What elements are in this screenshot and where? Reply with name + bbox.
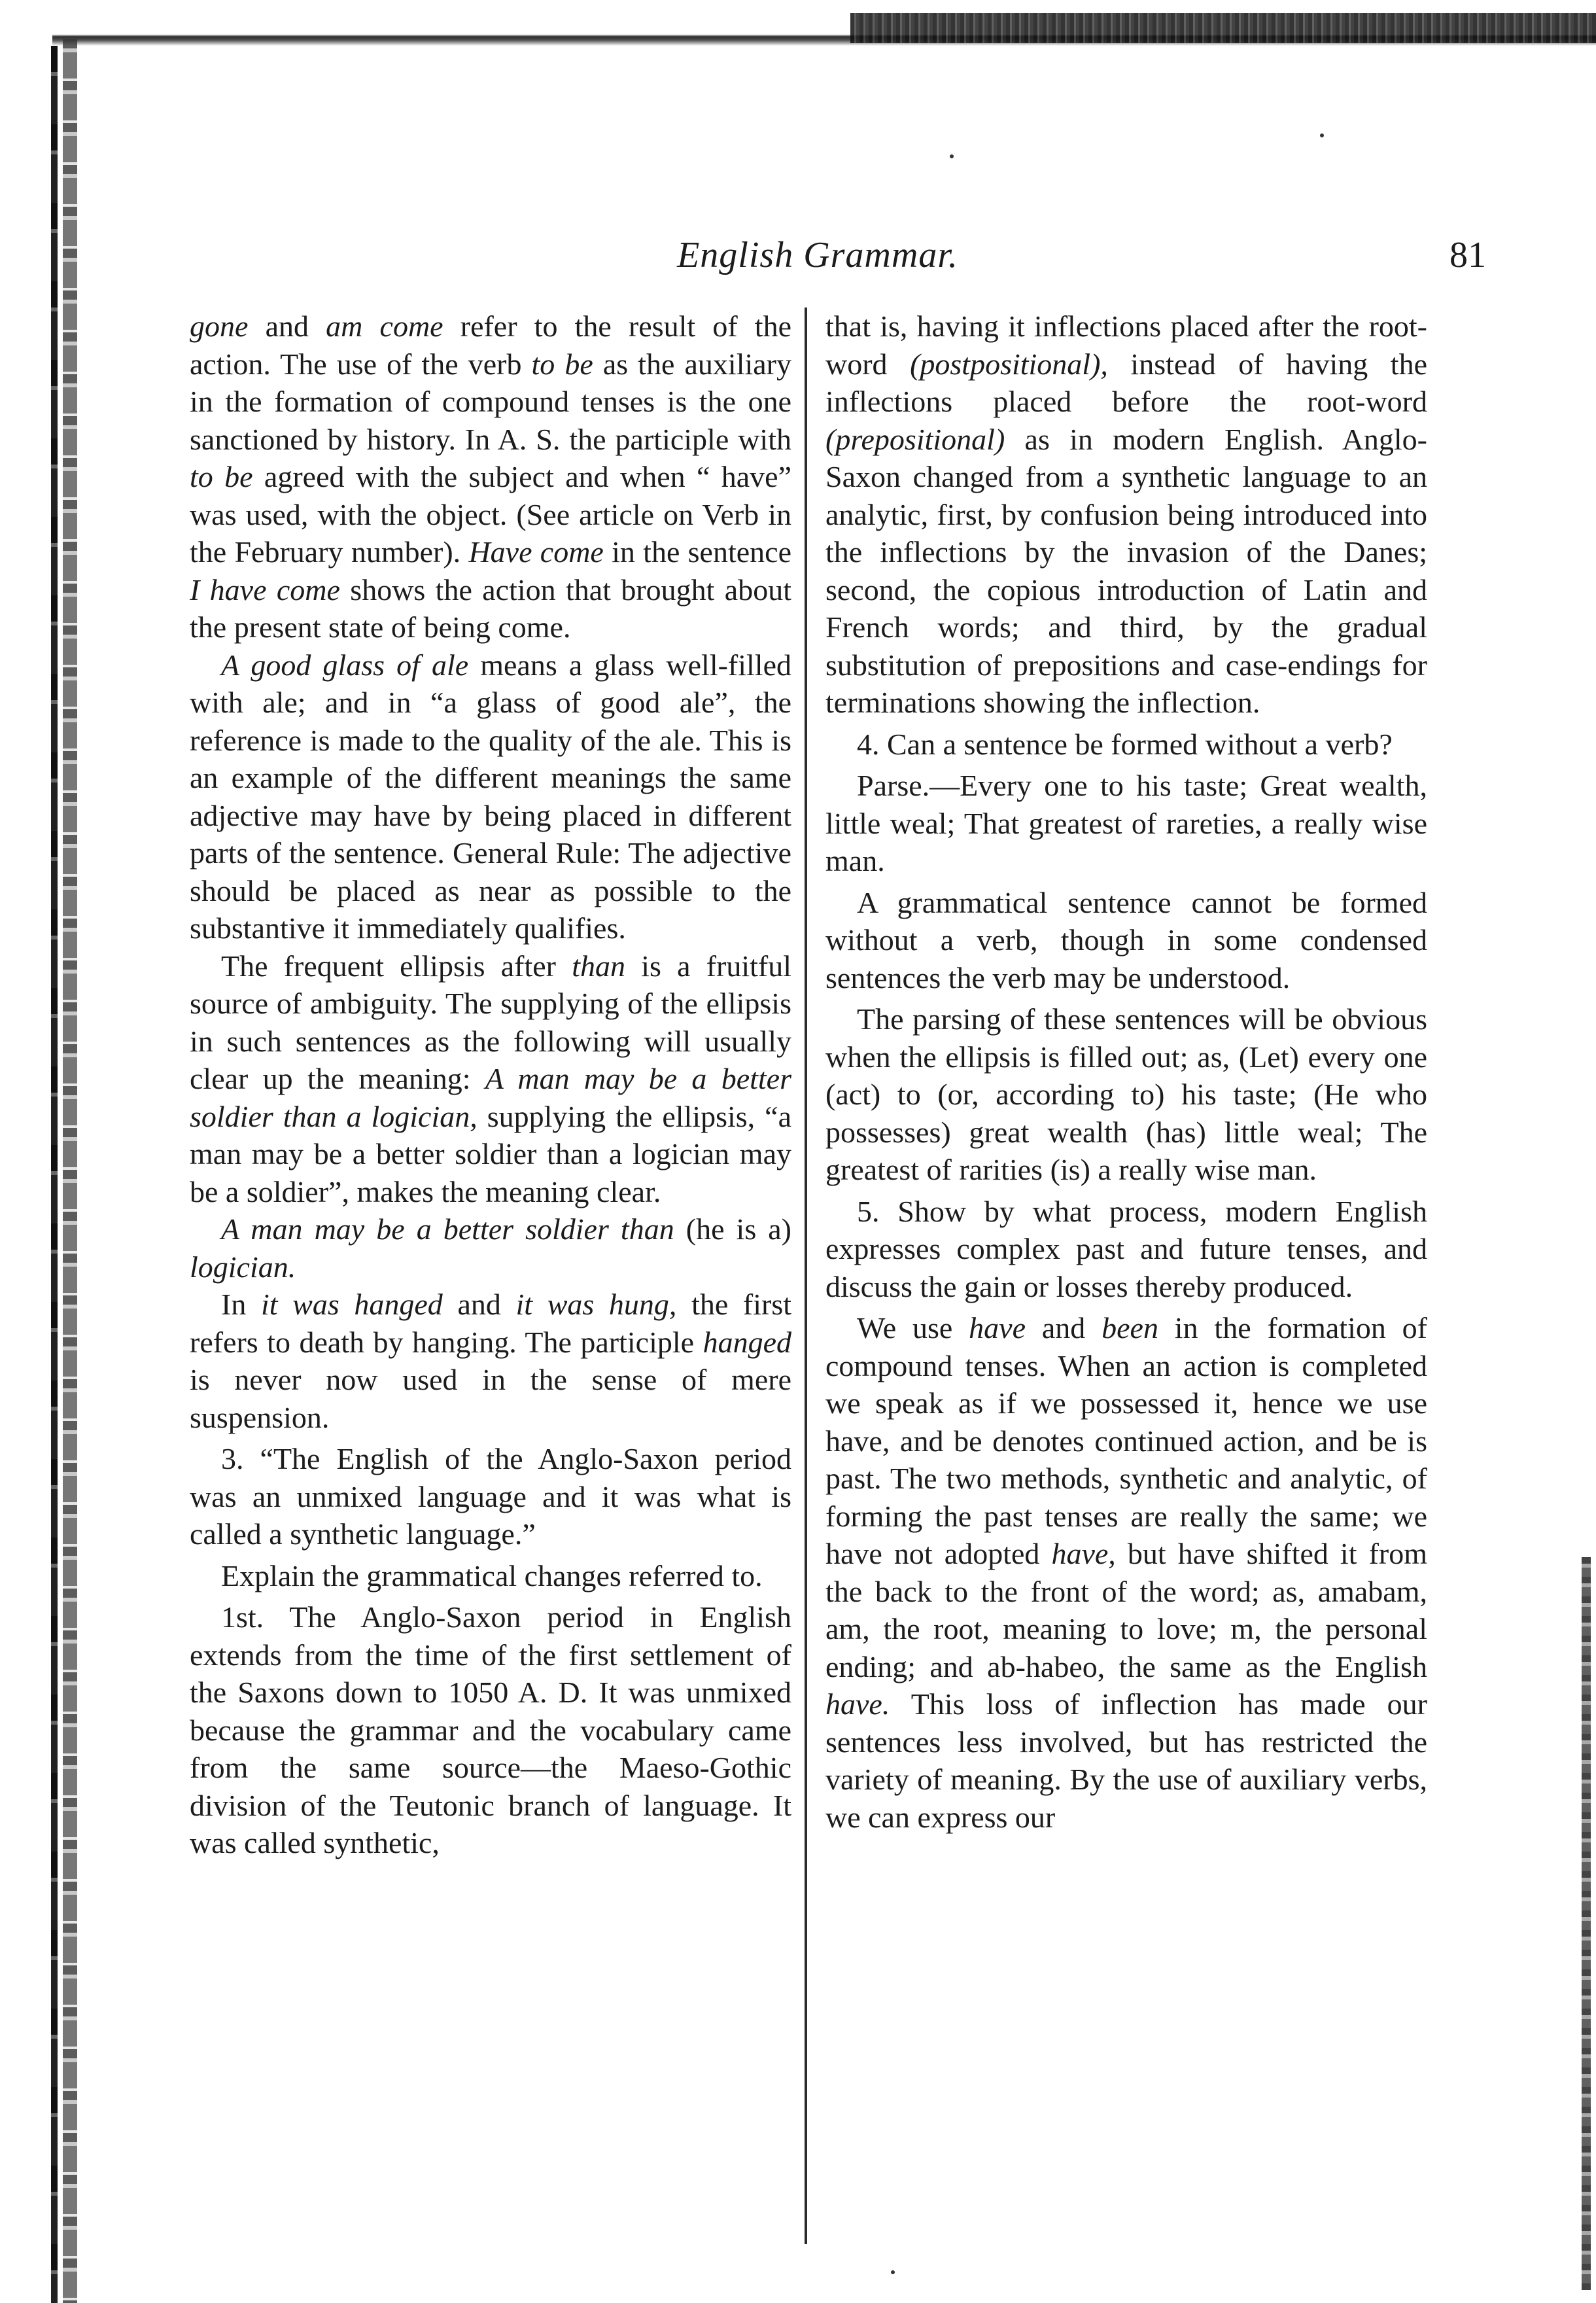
text-run: refer to the result of the action. The use of the verb bbox=[190, 309, 792, 381]
scan-left-binding bbox=[63, 39, 77, 2303]
paragraph: A grammatical sentence cannot be formed without a verb, though in some condensed sentences the verb may be understood. bbox=[825, 885, 1427, 994]
question-4: 4. Can a sentence be formed without a verb? bbox=[857, 727, 1393, 761]
text-run: agreed with the subject and when “ have” was used, with the object. (See article on Verb in the February number). bbox=[190, 460, 791, 569]
paragraph bbox=[190, 947, 791, 1211]
text-run: but have shifted it from the back to the front of the word; as, amabam, am, the root, meaning to love; m, the personal ending; and ab-habeo, the same as the English bbox=[825, 1537, 1427, 1683]
paragraph: 1st. The Anglo-Saxon period in English extends from the time of the first settlement of the Saxons down to 1050 A. D. It was unmixed because the grammar and the vocabulary came from the same source—the Maeso-Gothic division of the Teutonic branch of language. It was called synthetic, bbox=[190, 1600, 791, 1859]
text-run: the first refers to death by hanging. The participle bbox=[190, 1288, 792, 1359]
text-run: is a fruitful source of ambiguity. The supplying of the ellipsis in such sentences as the following will usually clear up the meaning: bbox=[190, 949, 792, 1095]
text-run: is never now used in the sense of mere suspension. bbox=[190, 1363, 791, 1434]
italic-term: have. bbox=[825, 1687, 890, 1721]
text-run: (he is a) bbox=[674, 1212, 792, 1246]
italic-term: to be bbox=[531, 347, 593, 381]
italic-term: than bbox=[572, 949, 625, 983]
scan-top-noise bbox=[850, 13, 1596, 43]
italic-term: A man may be a better soldier than a logician, bbox=[190, 1062, 791, 1133]
italic-term: A man may be a better soldier than bbox=[221, 1212, 674, 1246]
text-run: in the sentence bbox=[603, 535, 791, 569]
text-run: as in modern English. Anglo-Saxon changed from a synthetic language to an analytic, first, by confusion being introduced into the inflections by the invasion of the Danes; second, the copious introduction of Latin and French words; and third, by the gradual substitution of prepositions and case-endings for terminations showing the inflection. bbox=[825, 422, 1427, 719]
italic-term: (postpositional), bbox=[910, 347, 1108, 381]
paragraph bbox=[190, 646, 791, 947]
paragraph: Explain the grammatical changes referred to. bbox=[221, 1558, 763, 1592]
italic-term: logician. bbox=[190, 1250, 296, 1284]
text-run: as the auxiliary in the formation of compound tenses is the one sanctioned by history. In A. S. the participle with bbox=[190, 347, 791, 456]
text-run: and bbox=[442, 1288, 516, 1321]
running-title: English Grammar. bbox=[677, 235, 958, 275]
italic-term: I have come bbox=[190, 572, 340, 607]
paragraph bbox=[825, 308, 1427, 722]
scan-speck bbox=[891, 2270, 895, 2274]
paragraph bbox=[190, 308, 791, 646]
italic-term: been bbox=[1102, 1311, 1158, 1345]
text-run: This loss of inflection has made our sentences less involved, but has restricted the variety of meaning. By the use of auxiliary verbs, we can express our bbox=[825, 1687, 1427, 1834]
italic-term: it was hanged bbox=[260, 1288, 443, 1321]
column-divider bbox=[805, 308, 807, 2244]
italic-term: to be bbox=[190, 460, 253, 493]
question-5: 5. Show by what process, modern English expresses complex past and future tenses, and discuss the gain or losses thereby produced. bbox=[825, 1194, 1427, 1303]
italic-term: A good glass of ale bbox=[221, 648, 469, 682]
italic-term: gone bbox=[190, 309, 249, 343]
text-run: The frequent ellipsis after bbox=[221, 949, 572, 983]
italic-term: am come bbox=[326, 309, 443, 343]
italic-term: have bbox=[969, 1311, 1026, 1345]
text-run: and bbox=[248, 309, 326, 343]
italic-term: (prepositional) bbox=[825, 422, 1005, 456]
paragraph bbox=[190, 1210, 791, 1286]
text-run: means a glass well-filled with ale; and in “a glass of good ale”, the reference is made to the quality of the ale. This is an example of the different meanings the same adjective may have by being placed in different parts of the sentence. General Rule: The adjective should be placed as near as possible to the substantive it immediately qualifies. bbox=[190, 648, 792, 945]
text-run: in the formation of compound tenses. When an action is completed we speak as if we possessed it, hence we use have, and be denotes continued action, and be is past. The two methods, synthetic and analytic, of forming the past tenses are really the same; we have not adopted bbox=[825, 1311, 1428, 1570]
text-run: shows the action that brought about the present state of being come. bbox=[190, 572, 791, 644]
page-number: 81 bbox=[1449, 235, 1486, 275]
right-column bbox=[825, 308, 1427, 1836]
paragraph bbox=[825, 1309, 1427, 1836]
scan-speck bbox=[1320, 133, 1324, 137]
text-run: that is, having it inflections placed after the root-word bbox=[825, 309, 1427, 381]
text-run: and bbox=[1026, 1311, 1102, 1345]
text-run: We use bbox=[857, 1311, 969, 1345]
paragraph bbox=[190, 1286, 791, 1436]
text-run: supplying the ellipsis, “a man may be a better soldier than a logician may be a soldier”, makes the meaning clear. bbox=[190, 1099, 791, 1208]
question-3: 3. “The English of the Anglo-Saxon period was an unmixed language and it was what is called a synthetic language.” bbox=[190, 1442, 791, 1551]
text-run: instead of having the inflections placed before the root-word bbox=[825, 347, 1427, 418]
italic-term: hanged bbox=[703, 1325, 791, 1359]
scan-speck bbox=[950, 154, 954, 158]
scan-right-edge bbox=[1582, 1557, 1591, 2290]
italic-term: it was hung, bbox=[515, 1288, 677, 1321]
text-run: In bbox=[221, 1288, 261, 1321]
italic-term: have, bbox=[1051, 1537, 1116, 1570]
scan-left-edge bbox=[51, 46, 58, 2303]
italic-term: Have come bbox=[468, 535, 604, 569]
paragraph: The parsing of these sentences will be obvious when the ellipsis is filled out; as, (Let) every one (act) to (or, according to) his taste; (He who possesses) great wealth (has) little weal; The greatest of rarities (is) a really wise man. bbox=[825, 1002, 1427, 1186]
left-column bbox=[190, 308, 791, 1862]
paragraph: Parse.—Every one to his taste; Great wealth, little weal; That greatest of rareties, a really wise man. bbox=[825, 769, 1427, 877]
